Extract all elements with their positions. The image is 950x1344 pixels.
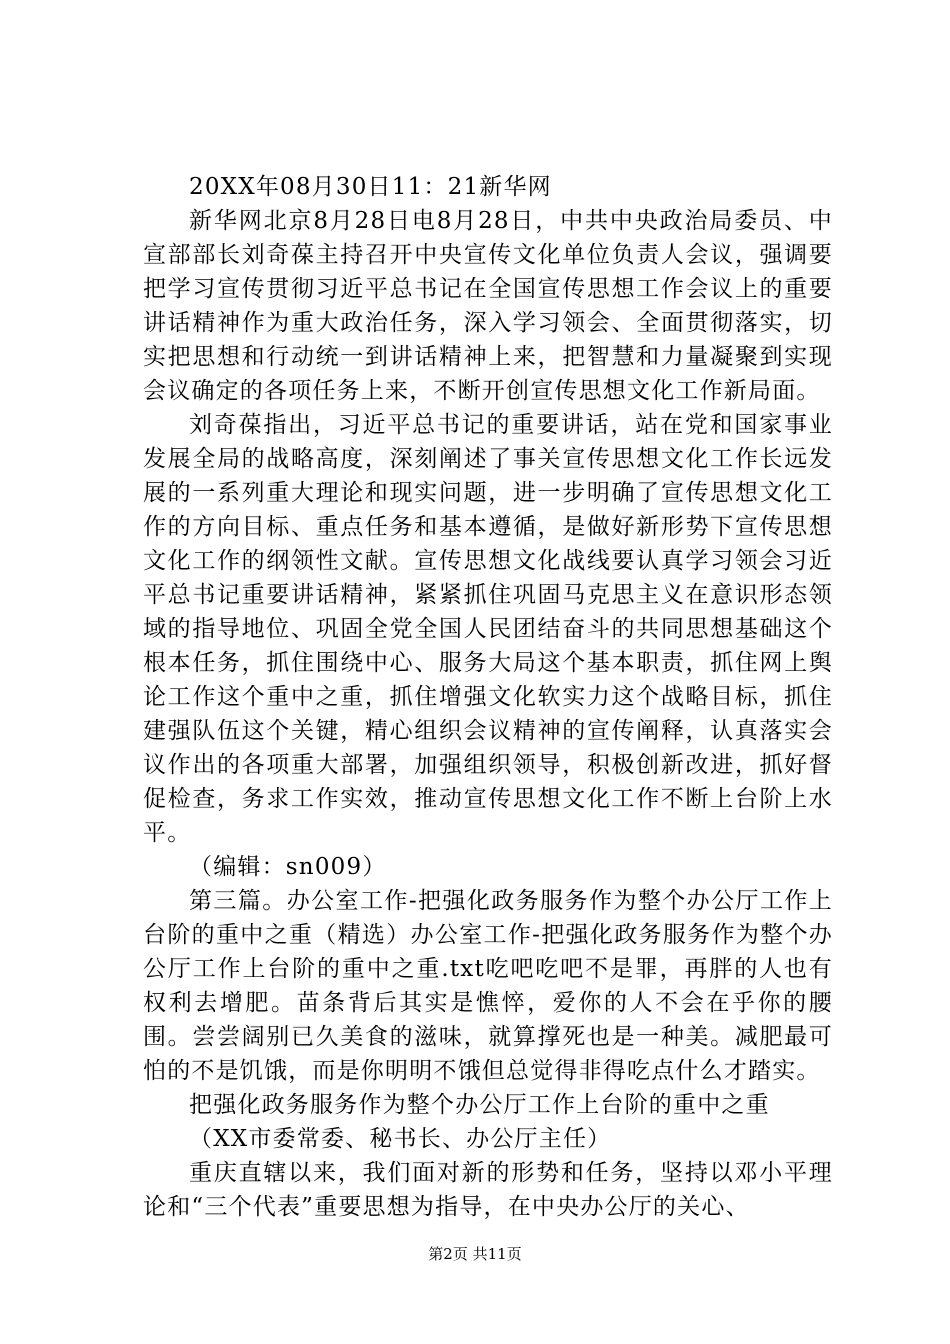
paragraph-editor: （编辑：sn009）	[189, 854, 387, 880]
paragraph-news-body: 刘奇葆指出，习近平总书记的重要讲话，站在党和国家事业发展全局的战略高度，深刻阐述了事关宣传思想文化工作长远发展的一系列重大理论和现实问题，进一步明确了宣传思想文化工作的方向目标、重点任务和基本遵循，是做好新形势下宣传思想文化工作的纲领性文献。宣传思想文化战线要认真学习领会习近平总书记重要讲话精神，紧紧抓住巩固马克思主义在意识形态领域的指导地位、巩固全党全国人民团结奋斗的共同思想基础这个根本任务，抓住围绕中心、服务大局这个基本职责，抓住网上舆论工作这个重中之重，抓住增强文化软实力这个战略目标，抓住建强队伍这个关键，精心组织会议精神的宣传阐释，认真落实会议作出的各项重大部署，加强组织领导，积极创新改进，抓好督促检查，务求工作实效，推动宣传思想文化工作不断上台阶上水平。	[143, 412, 833, 846]
paragraph-dateline: 20XX年08月30日11：21新华网	[189, 174, 552, 200]
document-body	[143, 170, 833, 1224]
paragraph-news-lead: 新华网北京8月28日电8月28日，中共中央政治局委员、中宣部部长刘奇葆主持召开中央宣传文化单位负责人会议，强调要把学习宣传贯彻习近平总书记在全国宣传思想工作会议上的重要讲话精神作为重大政治任务，深入学习领会、全面贯彻落实，切实把思想和行动统一到讲话精神上来，把智慧和力量凝聚到实现会议确定的各项任务上来，不断开创宣传思想文化工作新局面。	[143, 208, 833, 404]
paragraph-author: （XX市委常委、秘书长、办公厅主任）	[189, 1126, 612, 1152]
page-number-footer: 第2页 共11页	[428, 1245, 522, 1263]
paragraph-article-title: 把强化政务服务作为整个办公厅工作上台阶的重中之重	[189, 1092, 770, 1118]
paragraph-section-three: 第三篇。办公室工作-把强化政务服务作为整个办公厅工作上台阶的重中之重（精选）办公室工作-把强化政务服务作为整个办公厅工作上台阶的重中之重.txt吃吧吃吧不是罪，再胖的人也有权利去增肥。苗条背后其实是憔悴，爱你的人不会在乎你的腰围。尝尝阔别已久美食的滋味，就算撑死也是一种美。减肥最可怕的不是饥饿，而是你明明不饿但总觉得非得吃点什么才踏实。	[143, 888, 833, 1084]
paragraph-article-body: 重庆直辖以来，我们面对新的形势和任务，坚持以邓小平理论和“三个代表”重要思想为指导，在中央办公厅的关心、	[143, 1160, 833, 1220]
